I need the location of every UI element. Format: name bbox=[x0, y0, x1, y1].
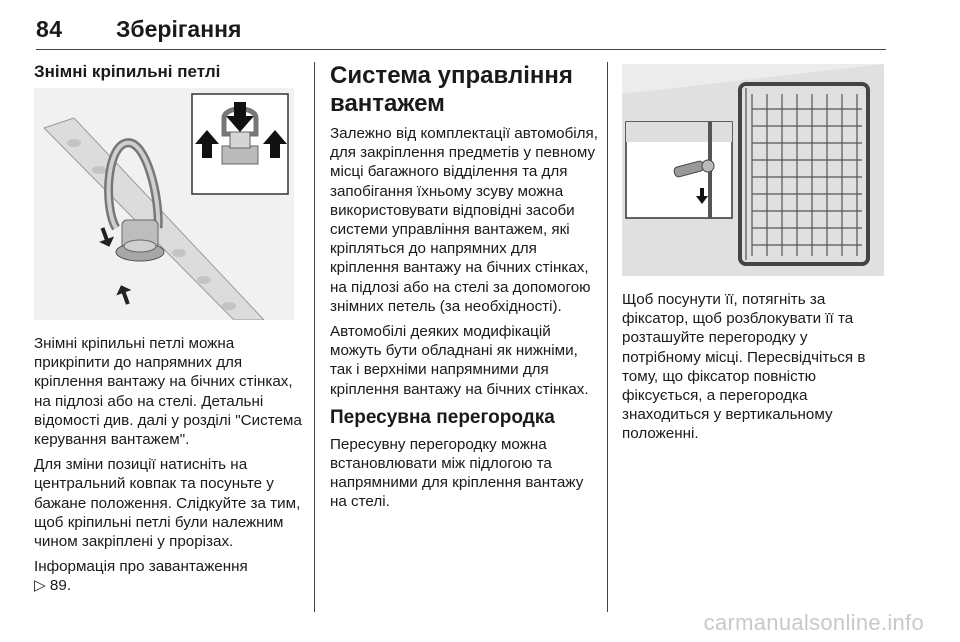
paragraph: Залежно від комплектації автомобіля, для закріплення предметів у певному місці багажного відділення та для запобігання їхньому зсуву можна використовувати відповідні засоби системи управління вантажем, які кріпляться до напрямних для кріплення вантажу на бічних стінках, на підлозі або на стелі за допомогою знімних петель (за необхідності). bbox=[330, 125, 598, 315]
page-header bbox=[36, 12, 886, 52]
figure-lashing-eye bbox=[34, 88, 294, 320]
partition-net-illustration bbox=[622, 64, 884, 276]
heading-lashing-eyes: Знімні кріпильні петлі bbox=[34, 62, 221, 81]
paragraph: Знімні кріпильні петлі можна прикріпити до напрямних для кріплення вантажу на бічних стінках, на підлозі або на стелі. Детальні відомості див. далі у розділі "Система керування вантажем". bbox=[34, 335, 302, 449]
page-number: 84 bbox=[36, 16, 63, 42]
column-divider-1 bbox=[314, 62, 315, 612]
watermark: carmanualsonline.info bbox=[703, 610, 924, 635]
figure-partition-net bbox=[622, 64, 884, 276]
paragraph: Інформація про завантаження ▷ 89. bbox=[34, 558, 248, 595]
arrow-icon: ▷ bbox=[34, 577, 46, 595]
heading-partition: Пересувна перегородка bbox=[330, 406, 555, 428]
paragraph: Автомобілі деяких модифікацій можуть бути обладнані як нижніми, так і верхніми напрямними для кріплення вантажу на бічних стінках. bbox=[330, 323, 589, 398]
section-title: Зберігання bbox=[116, 16, 242, 42]
column-divider-2 bbox=[607, 62, 608, 612]
paragraph: Для зміни позиції натисніть на центральний ковпак та посуньте у бажане положення. Слідкуйте за тим, щоб кріпильні петлі були належним чином закріплені у прорізах. bbox=[34, 456, 301, 551]
paragraph: Щоб посунути її, потягніть за фіксатор, щоб розблокувати її та розташуйте перегородку у потрібному місці. Пересвідчіться в тому, що фіксатор повністю фіксується, а перегородка знаходиться у вертикальному положенні. bbox=[622, 291, 866, 443]
cross-reference[interactable] bbox=[34, 577, 71, 594]
column-1 bbox=[34, 62, 302, 602]
lashing-eye-illustration bbox=[34, 88, 294, 320]
xref-page: 89. bbox=[49, 577, 72, 595]
column-2 bbox=[330, 62, 598, 518]
column-3 bbox=[622, 62, 887, 450]
header-rule bbox=[36, 49, 886, 50]
heading-load-management: Система управління вантажем bbox=[330, 62, 573, 117]
paragraph: Пересувну перегородку можна встановлювати між підлогою та напрямними для кріплення вантажу на стелі. bbox=[330, 435, 584, 511]
